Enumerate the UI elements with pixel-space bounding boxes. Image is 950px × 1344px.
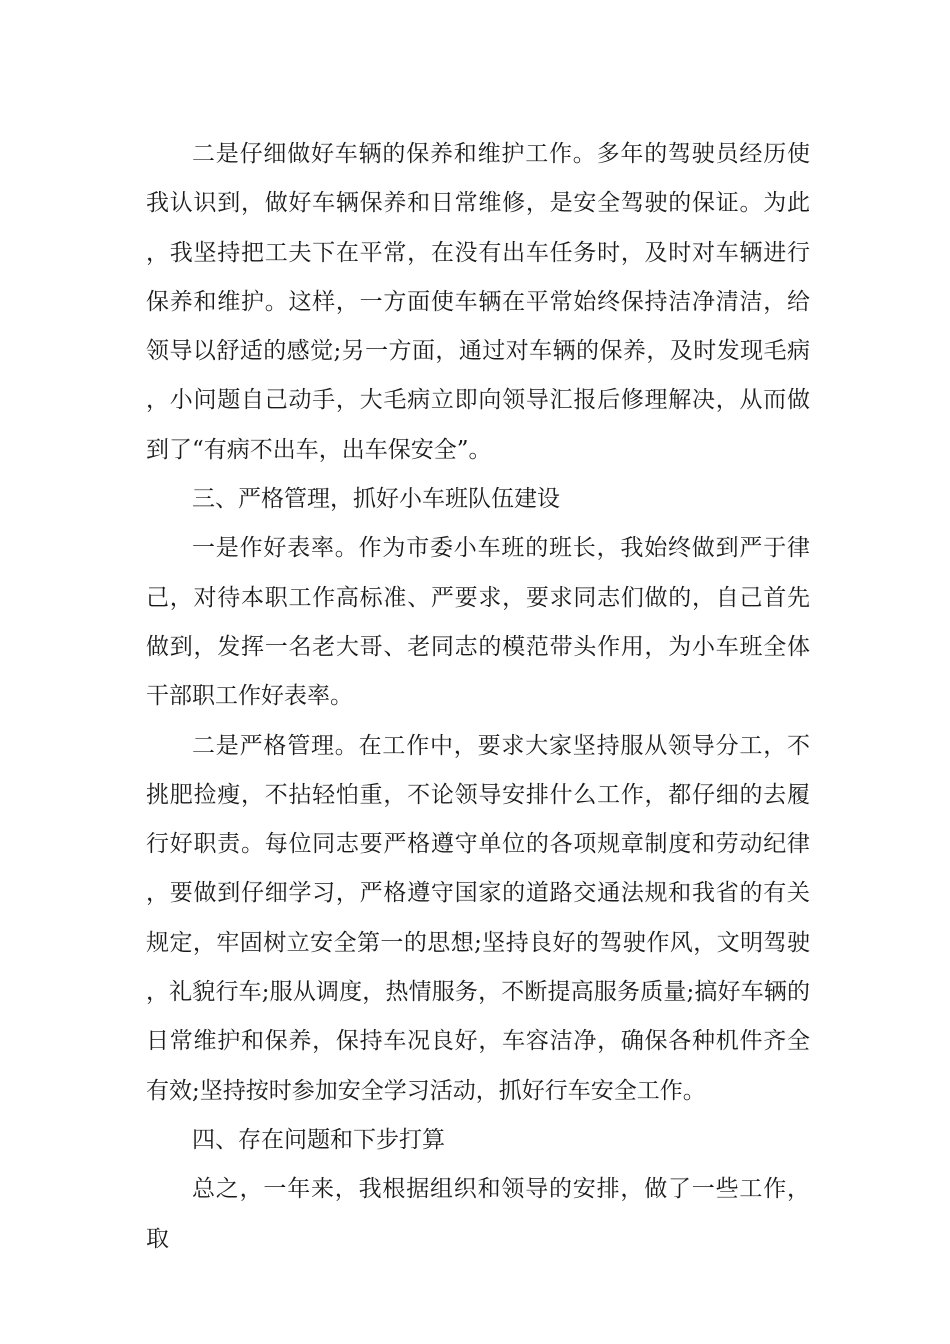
paragraph-strict-management: 二是严格管理。在工作中，要求大家坚持服从领导分工，不挑肥捡瘦，不拈轻怕重，不论领导安排什么工作，都仔细的去履行好职责。每位同志要严格遵守单位的各项规章制度和劳动纪律，要做到仔细学习，严格遵守国家的道路交通法规和我省的有关规定，牢固树立安全第一的思想;坚持良好的驾驶作风，文明驾驶，礼貌行车;服从调度，热情服务，不断提高服务质量;搞好车辆的日常维护和保养，保持车况良好，车容洁净，确保各种机件齐全有效;坚持按时参加安全学习活动，抓好行车安全工作。	[146, 732, 810, 1104]
document-body	[146, 130, 810, 1264]
paragraph-vehicle-maintenance: 二是仔细做好车辆的保养和维护工作。多年的驾驶员经历使我认识到，做好车辆保养和日常维修，是安全驾驶的保证。为此，我坚持把工夫下在平常，在没有出车任务时，及时对车辆进行保养和维护。这样，一方面使车辆在平常始终保持洁净清洁，给领导以舒适的感觉;另一方面，通过对车辆的保养，及时发现毛病，小问题自己动手，大毛病立即向领导汇报后修理解决，从而做到了“有病不出车，出车保安全”。	[146, 141, 810, 463]
section-heading-problems-plans: 四、存在问题和下步打算	[192, 1126, 445, 1153]
paragraph-summary: 总之，一年来，我根据组织和领导的安排，做了一些工作，取	[146, 1176, 810, 1252]
section-heading-team-building: 三、严格管理，抓好小车班队伍建设	[192, 486, 560, 513]
paragraph-set-example: 一是作好表率。作为市委小车班的班长，我始终做到严于律己，对待本职工作高标准、严要求，要求同志们做的，自己首先做到，发挥一名老大哥、老同志的模范带头作用，为小车班全体干部职工作好表率。	[146, 535, 810, 710]
